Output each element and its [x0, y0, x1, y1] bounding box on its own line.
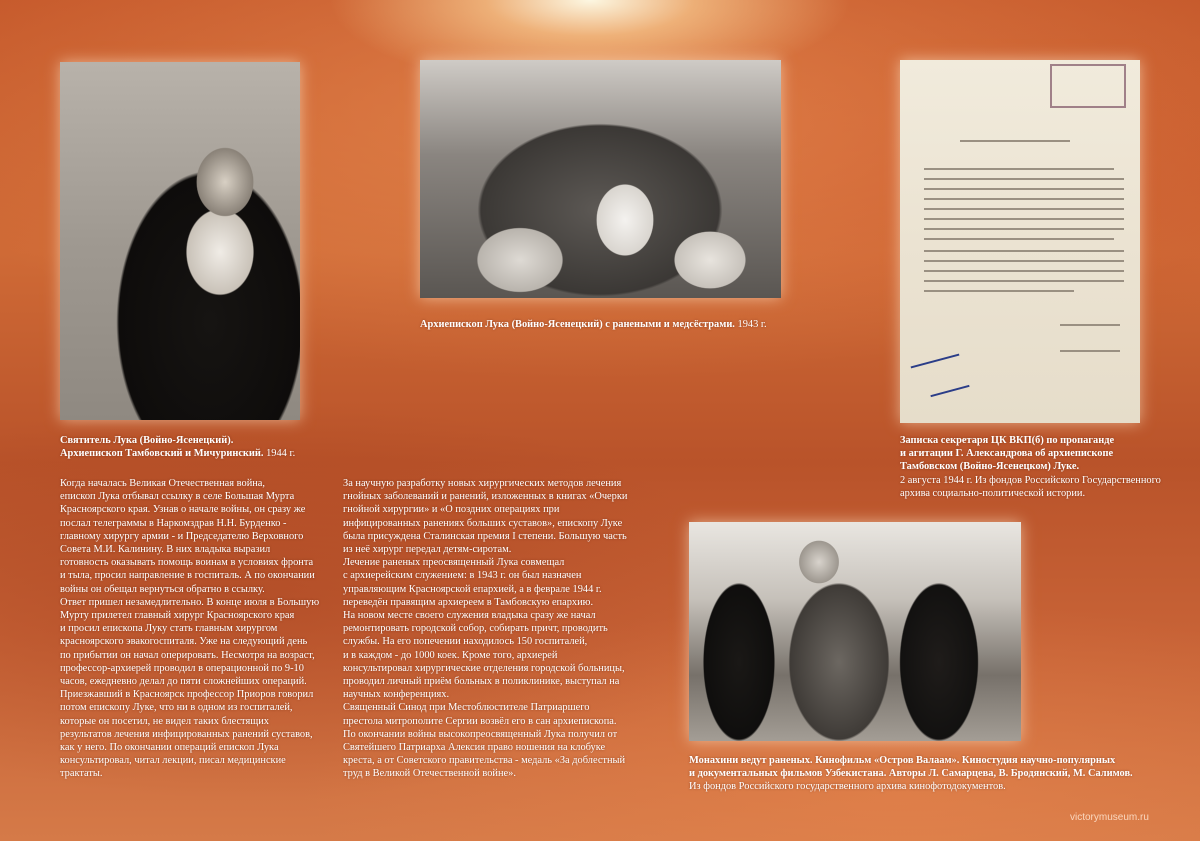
text-line: Священный Синод при Местоблюстителе Патриаршего	[343, 702, 590, 714]
text-line: готовность оказывать помощь воинам в условиях фронта	[60, 557, 314, 569]
text-line: Совета М.И. Калинину. В них владыка выразил	[60, 544, 271, 556]
text-line: престола митрополите Сергии возвёл его в сан архиепископа.	[343, 715, 617, 727]
text-line: По окончании войны высокопреосвященный Лука получил от	[343, 728, 618, 740]
text-line: епископ Лука отбывал ссылку в селе Большая Мурта	[60, 491, 295, 503]
text-line: проводил личный приём больных в поликлинике, выступал на	[343, 676, 620, 688]
text-line: Красноярского края. Узнав о начале войны, он сразу же	[60, 504, 306, 516]
left-text-column	[60, 477, 360, 781]
text-line: Лечение раненых преосвященный Лука совмещал	[343, 557, 565, 569]
watermark: victorymuseum.ru	[1070, 812, 1149, 823]
text-line: по прибытии он начал оперировать. Несмотря на возраст,	[60, 649, 315, 661]
text-line: службы. На его попечении находилось 150 госпиталей,	[343, 636, 588, 648]
group-photo	[420, 60, 781, 298]
text-line: креста, а от Советского правительства - медаль «За доблестный	[343, 755, 626, 767]
nuns-with-wounded-photo	[689, 522, 1021, 741]
text-line: консультировал хирургические отделения городской больницы,	[343, 662, 625, 674]
text-line: послал телеграммы в Наркомздрав Н.Н. Бурденко -	[60, 517, 287, 529]
text-line: и тыла, просил направление в госпиталь. А по окончании	[60, 570, 315, 582]
group-photo-caption: Архиепископ Лука (Войно-Ясенецкий) с ранеными и медсёстрами. 1943 г.	[420, 319, 767, 330]
document-caption: Записка секретаря ЦК ВКП(б) по пропаганде и агитации Г. Александрова об архиепископе Тамбовском (Войно-Ясенецком) Луке. 2 августа 1944 г. Из фондов Российского Государственного архива социально-политической истории.	[900, 435, 1161, 499]
text-line: научных конференциях.	[343, 689, 450, 701]
text-line: переведён правящим архиереем в Тамбовскую епархию.	[343, 596, 594, 608]
text-line: войны он обещал вернуться обратно в ссылку.	[60, 583, 265, 595]
text-line: потом епископу Луке, что ни в одном из госпиталей,	[60, 702, 293, 714]
text-line: Мурту прилетел главный хирург Красноярского края	[60, 610, 295, 622]
text-line: труд в Великой Отечественной войне».	[343, 768, 516, 780]
text-line: Приезжавший в Красноярск профессор Приоров говорил	[60, 689, 314, 701]
text-line: консультировал, читал лекции, писал медицинские	[60, 755, 286, 767]
text-line: с архиерейским служением: в 1943 г. он был назначен	[343, 570, 582, 582]
archive-document-photo	[900, 60, 1140, 423]
text-line: и просил епископа Луку стать главным хирургом	[60, 623, 278, 635]
text-line: Ответ пришел незамедлительно. В конце июля в Большую	[60, 596, 320, 608]
text-line: инфицированных ранениях больших суставов», епископу Луке	[343, 517, 623, 529]
text-line: главному хирургу армии - и Председателю Верховного	[60, 530, 304, 542]
text-line: Когда началась Великая Отечественная война,	[60, 478, 266, 489]
text-line: результатов лечения инфицированных ранений суставов,	[60, 728, 313, 740]
text-line: как у него. По окончании операций епископ Лука	[60, 742, 279, 754]
text-line: которые он посетил, не видел таких блестящих	[60, 715, 269, 727]
middle-text-column	[343, 477, 673, 781]
text-line: часов, ежедневно делал до пяти сложнейших операций.	[60, 676, 307, 688]
text-line: была присуждена Сталинская премия I степени. Большую часть	[343, 530, 627, 542]
text-line: гнойных заболеваний и ранений, изложенных в книгах «Очерки	[343, 491, 628, 503]
text-line: профессор-архиерей проводил в операционной по 9-10	[60, 662, 304, 674]
portrait-photo	[60, 62, 300, 420]
portrait-caption: Святитель Лука (Войно-Ясенецкий). Архиепископ Тамбовский и Мичуринский. 1944 г.	[60, 435, 296, 460]
text-line: и в каждом - до 1000 коек. Кроме того, архиерей	[343, 649, 558, 661]
text-line: Святейшего Патриарха Алексия право ношения на клобуке	[343, 742, 606, 754]
text-line: гнойной хирургии» и «О поздних операциях при	[343, 504, 560, 516]
text-line: красноярского эвакогоспиталя. Уже на следующий день	[60, 636, 308, 648]
text-line: На новом месте своего служения владыка сразу же начал	[343, 610, 596, 622]
text-line: ремонтировать городской собор, собирать причт, проводить	[343, 623, 608, 635]
nuns-photo-caption: Монахини ведут раненых. Кинофильм «Остров Валаам». Киностудия научно-популярных и документальных фильмов Узбекистана. Авторы Л. Самарцева, В. Бродянский, М. Салимов. Из фондов Российского государственного архива кинофотодокументов.	[689, 755, 1133, 793]
text-line: из неё хирург передал детям-сиротам.	[343, 544, 512, 556]
text-line: управляющим Красноярской епархией, а в феврале 1944 г.	[343, 583, 602, 595]
text-line: За научную разработку новых хирургических методов лечения	[343, 478, 622, 489]
text-line: трактаты.	[60, 768, 103, 780]
